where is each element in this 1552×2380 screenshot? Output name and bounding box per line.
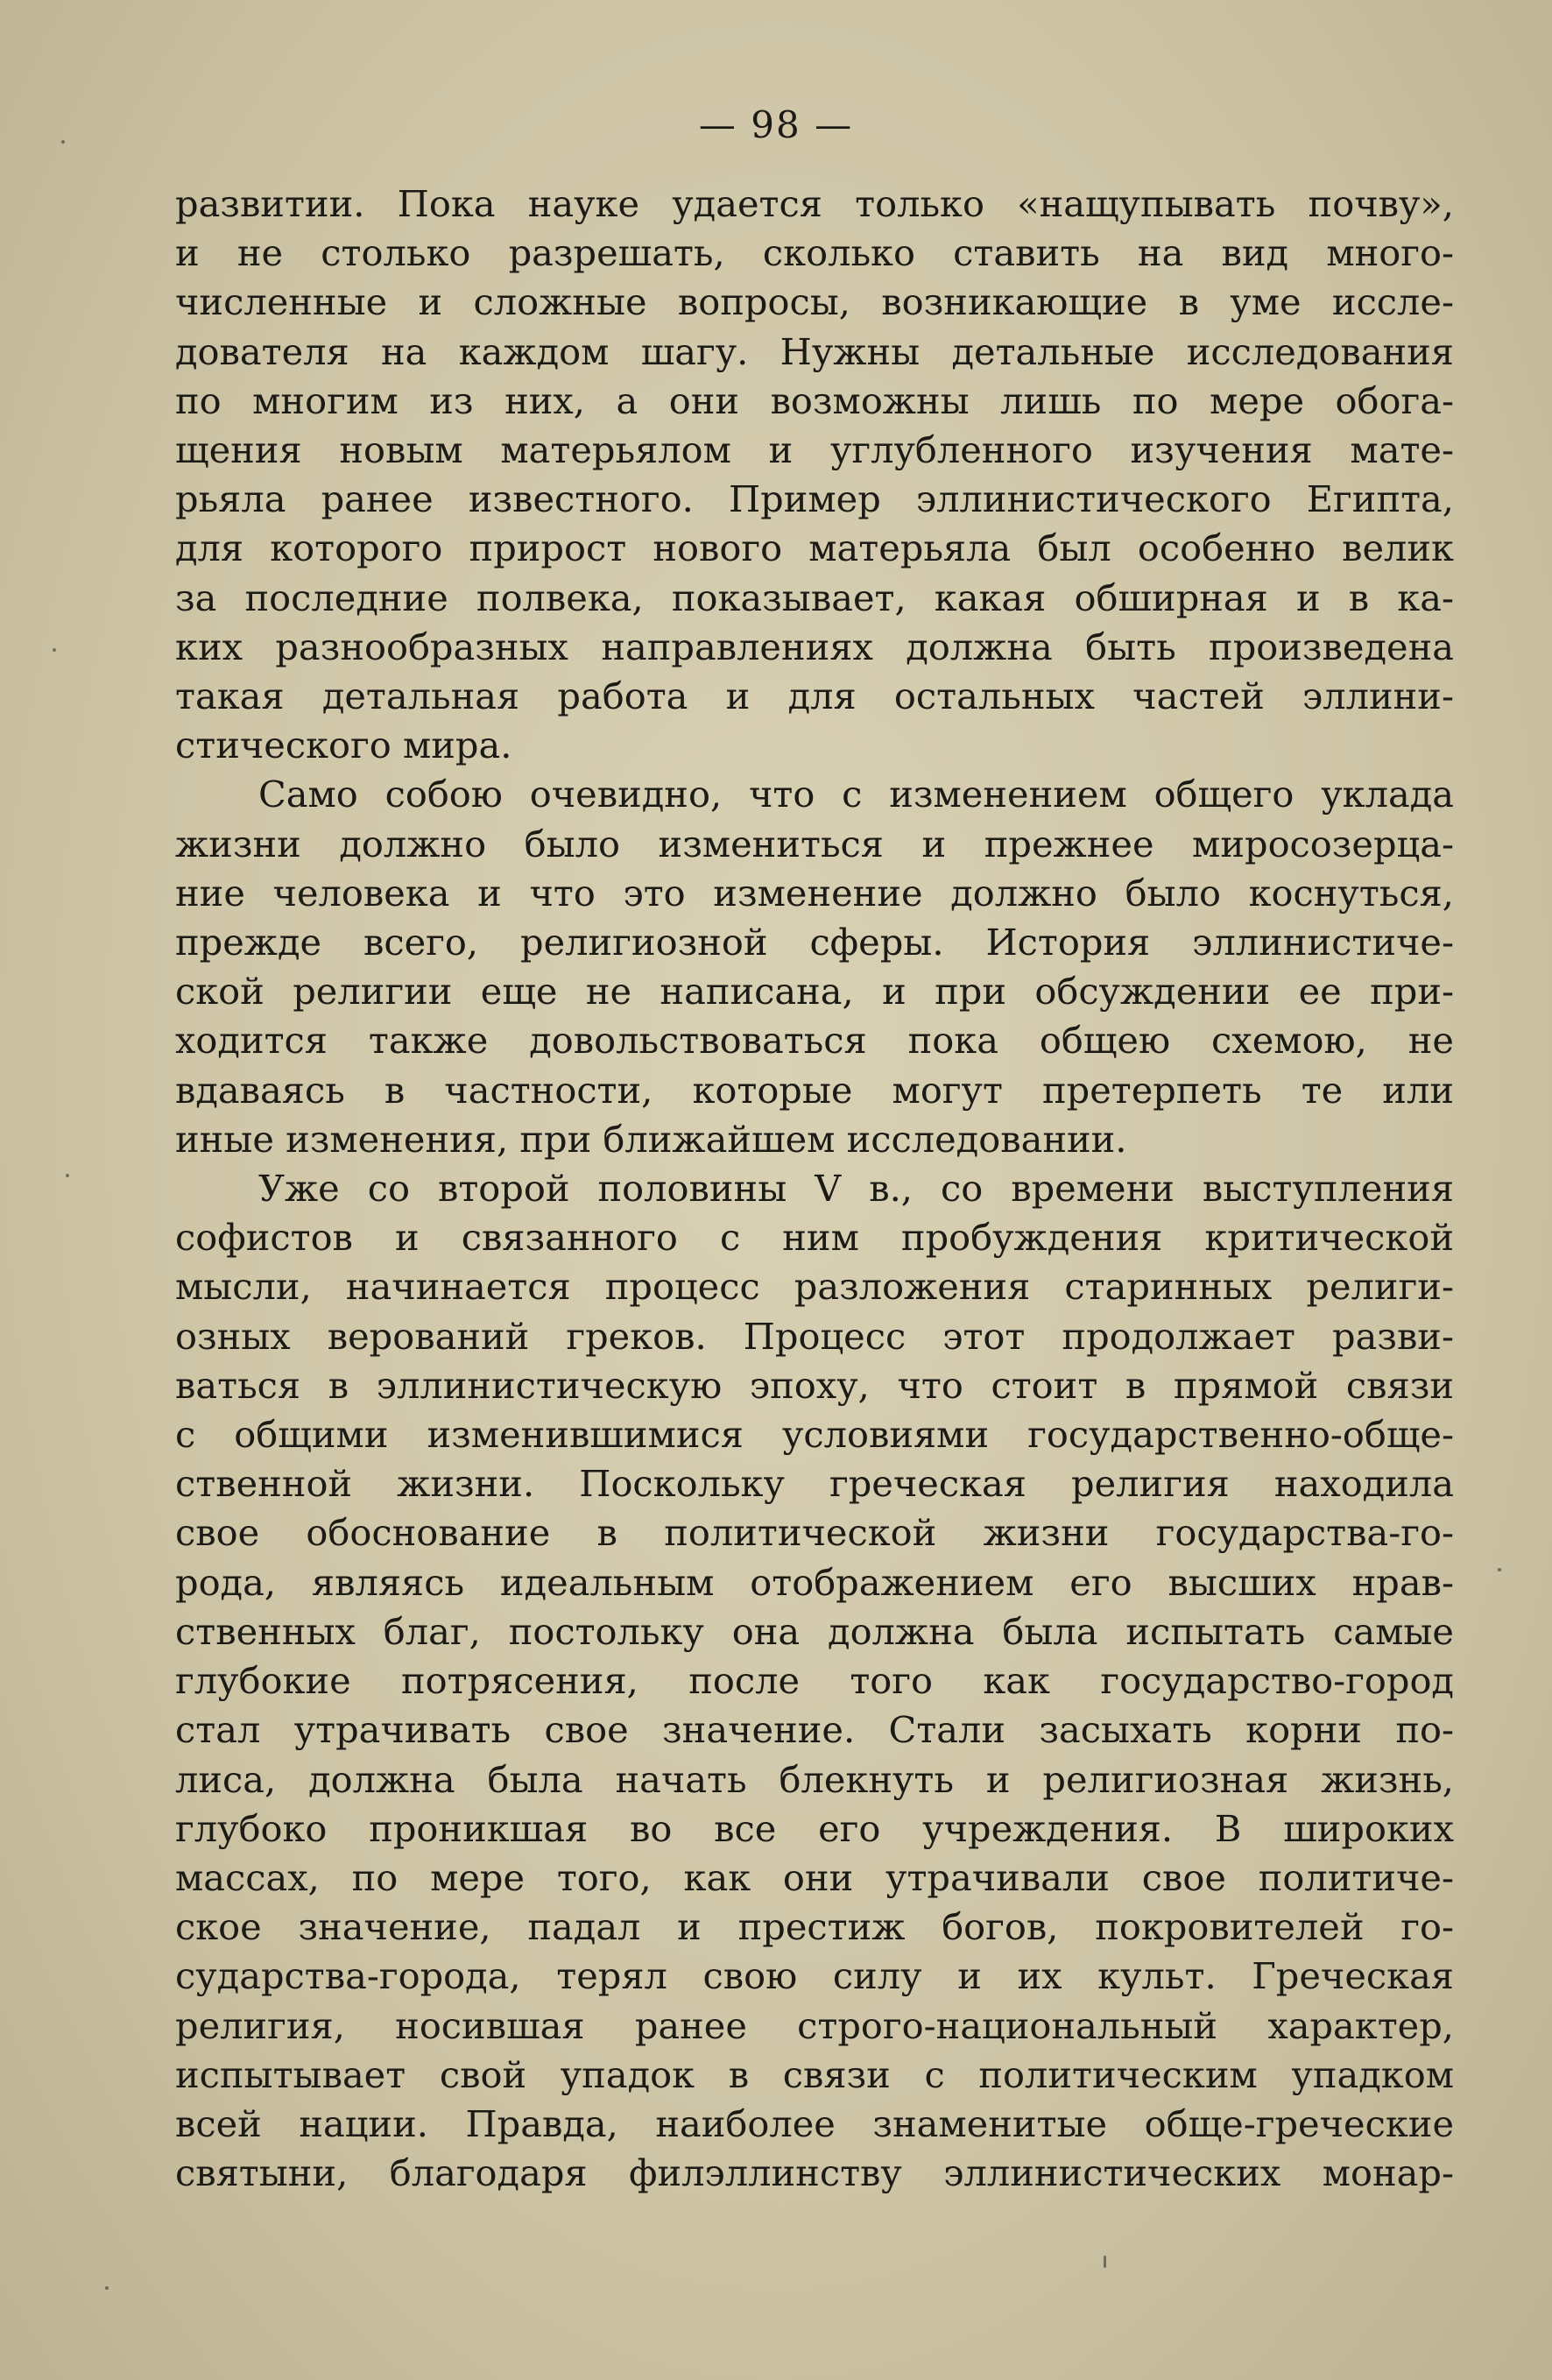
text-line: ственных благ, постольку она должна была испытать самые [175, 1609, 1454, 1653]
text-line: рьяла ранее известного. Пример эллинистического Египта, [175, 477, 1454, 521]
paper-speck [53, 648, 56, 652]
text-line: ние человека и что это изменение должно было коснуться, [175, 871, 1454, 915]
text-line: глубоко проникшая во все его учреждения. В широких [175, 1806, 1454, 1850]
text-line: сударства-города, терял свою силу и их культ. Греческая [175, 1954, 1454, 1998]
text-line: лиса, должна была начать блекнуть и религиозная жизнь, [175, 1757, 1454, 1801]
text-line: ское значение, падал и престиж богов, покровителей го- [175, 1905, 1454, 1949]
text-line: иные изменения, при ближайшем исследовании. [175, 1117, 1127, 1161]
text-line: развитии. Пока науке удается только «нащупывать почву», [175, 182, 1454, 225]
text-line: озных верований греков. Процесс этот продолжает разви- [175, 1314, 1454, 1358]
text-line: массах, по мере того, как они утрачивали свое политиче- [175, 1855, 1454, 1899]
text-line: ваться в эллинистическую эпоху, что стоит в прямой связи [175, 1363, 1454, 1407]
text-line: за последние полвека, показывает, какая обширная и в ка- [175, 576, 1454, 619]
text-line: щения новым матерьялом и углубленного изучения мате- [175, 428, 1454, 472]
text-line: мысли, начинается процесс разложения старинных религи- [175, 1265, 1454, 1309]
text-line: прежде всего, религиозной сферы. История эллинистиче- [175, 921, 1454, 964]
paragraph-1 [175, 180, 1454, 770]
paper-speck [1104, 2256, 1106, 2268]
text-line: и не столько разрешать, сколько ставить на вид много- [175, 231, 1454, 275]
text-body [175, 180, 1454, 2198]
text-line: для которого прирост нового матерьяла был особенно велик [175, 526, 1454, 570]
paper-speck [105, 2286, 109, 2290]
text-line: ходится также довольствоваться пока общею схемою, не [175, 1019, 1454, 1063]
text-line: Уже со второй половины V в., со времени выступления [258, 1167, 1454, 1211]
text-line: ких разнообразных направлениях должна быть произведена [175, 625, 1454, 668]
text-line: ской религии еще не написана, и при обсуждении ее при- [175, 970, 1454, 1013]
text-line: дователя на каждом шагу. Нужны детальные исследования [175, 329, 1454, 373]
paper-speck [61, 140, 65, 144]
text-line: софистов и связанного с ним пробуждения критической [175, 1216, 1454, 1260]
text-line: ственной жизни. Поскольку греческая религия находила [175, 1462, 1454, 1506]
text-line: такая детальная работа и для остальных частей эллини- [175, 674, 1454, 718]
paper-speck [66, 1174, 69, 1177]
text-line: вдаваясь в частности, которые могут претерпеть те или [175, 1068, 1454, 1112]
text-line: глубокие потрясения, после того как государство-город [175, 1659, 1454, 1703]
page-number: — 98 — [698, 103, 854, 146]
text-line: Само собою очевидно, что с изменением общего уклада [258, 773, 1454, 816]
text-line: по многим из них, а они возможны лишь по мере обога- [175, 378, 1454, 422]
paragraph-2 [175, 770, 1454, 1164]
text-line: святыни, благодаря филэллинству эллинистических монар- [175, 2151, 1454, 2195]
text-line: жизни должно было измениться и прежнее миросозерца- [175, 822, 1454, 865]
text-line: испытывает свой упадок в связи с политическим упадком [175, 2052, 1454, 2096]
text-line: всей нации. Правда, наиболее знаменитые обще-греческие [175, 2101, 1454, 2145]
paragraph-3 [175, 1164, 1454, 2198]
paper-speck [1498, 1568, 1501, 1571]
text-line: стал утрачивать свое значение. Стали засыхать корни по- [175, 1708, 1454, 1752]
text-line: численные и сложные вопросы, возникающие в уме иссле- [175, 280, 1454, 324]
text-line: стического мира. [175, 724, 512, 767]
text-line: рода, являясь идеальным отображением его высших нрав- [175, 1560, 1454, 1604]
text-line: с общими изменившимися условиями государственно-обще- [175, 1413, 1454, 1457]
text-line: религия, носившая ранее строго-национальный характер, [175, 2003, 1454, 2047]
text-line: свое обоснование в политической жизни государства-го- [175, 1511, 1454, 1555]
